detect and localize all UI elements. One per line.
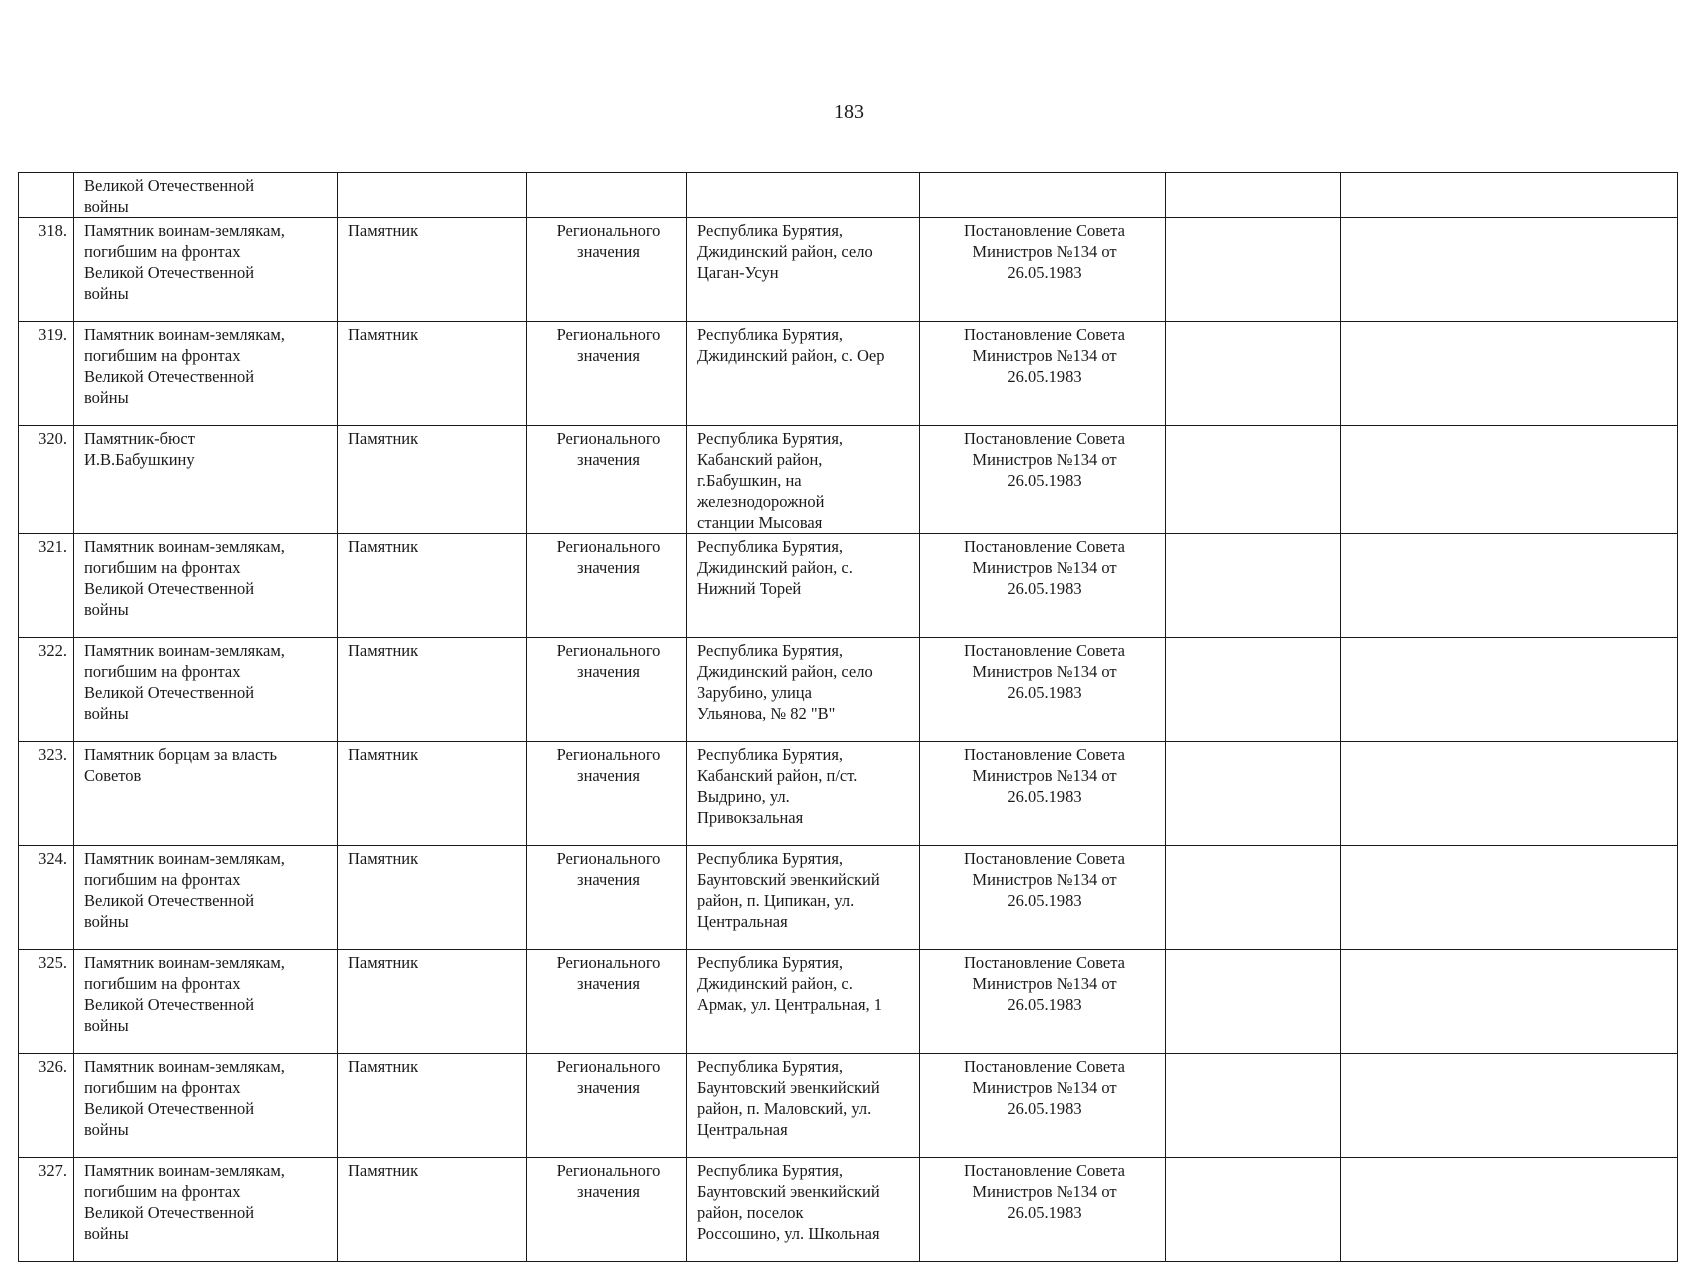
- object-type-cell: Памятник: [338, 742, 527, 846]
- object-name-line: Памятник воинам-землякам,: [84, 1057, 285, 1076]
- object-name-line: погибшим на фронтах: [84, 870, 241, 889]
- category-line: Регионального: [556, 325, 661, 344]
- category-cell: [527, 426, 687, 534]
- address-cell: [687, 950, 920, 1054]
- document-line: Постановление Совета: [964, 429, 1125, 448]
- address-line: Зарубино, улица: [697, 683, 812, 702]
- address-line: Джидинский район, с.: [697, 558, 853, 577]
- object-name-line: Великой Отечественной: [84, 579, 255, 598]
- document-line: Постановление Совета: [964, 745, 1125, 764]
- document-line: Министров №134 от: [972, 766, 1117, 785]
- empty-cell: [1166, 534, 1341, 638]
- empty-cell: [1341, 1054, 1678, 1158]
- document-line: Министров №134 от: [972, 242, 1117, 261]
- category-line: значения: [577, 450, 640, 469]
- document-line: Министров №134 от: [972, 662, 1117, 681]
- address-line: район, п. Ципикан, ул.: [697, 891, 855, 910]
- category-cell: [527, 638, 687, 742]
- row-number-cell: 327.: [19, 1158, 74, 1262]
- object-name-line: войны: [84, 197, 129, 216]
- object-name-line: Памятник воинам-землякам,: [84, 221, 285, 240]
- document-line: Министров №134 от: [972, 1078, 1117, 1097]
- document-line: 26.05.1983: [1007, 263, 1082, 282]
- address-line: Республика Бурятия,: [697, 325, 844, 344]
- category-line: значения: [577, 1078, 640, 1097]
- object-type-cell: Памятник: [338, 534, 527, 638]
- empty-cell: [1166, 426, 1341, 534]
- address-line: Республика Бурятия,: [697, 537, 844, 556]
- object-type-cell: Памятник: [338, 218, 527, 322]
- table-row: [19, 846, 1678, 950]
- row-number-cell: 324.: [19, 846, 74, 950]
- object-name-line: Великой Отечественной: [84, 176, 255, 195]
- document-line: Постановление Совета: [964, 641, 1125, 660]
- category-line: Регионального: [556, 849, 661, 868]
- document-cell: [920, 1054, 1166, 1158]
- empty-cell: [1341, 742, 1678, 846]
- empty-cell: [1341, 1158, 1678, 1262]
- object-type-cell: Памятник: [338, 846, 527, 950]
- category-line: значения: [577, 662, 640, 681]
- empty-cell: [1166, 742, 1341, 846]
- object-name-line: погибшим на фронтах: [84, 558, 241, 577]
- row-number-cell: 318.: [19, 218, 74, 322]
- document-cell: [920, 173, 1166, 218]
- object-name-line: погибшим на фронтах: [84, 1182, 241, 1201]
- empty-cell: [1341, 638, 1678, 742]
- object-name-line: Памятник-бюст: [84, 429, 195, 448]
- document-line: Постановление Совета: [964, 325, 1125, 344]
- document-line: 26.05.1983: [1007, 683, 1082, 702]
- object-name-cell: [74, 322, 338, 426]
- object-name-cell: [74, 846, 338, 950]
- object-name-line: Памятник воинам-землякам,: [84, 537, 285, 556]
- category-line: значения: [577, 870, 640, 889]
- table-row: [19, 1158, 1678, 1262]
- category-line: Регионального: [556, 641, 661, 660]
- address-line: Баунтовский эвенкийский: [697, 870, 880, 889]
- document-cell: [920, 638, 1166, 742]
- object-name-line: Памятник борцам за власть: [84, 745, 278, 764]
- object-name-cell: [74, 173, 338, 218]
- document-cell: [920, 218, 1166, 322]
- object-type-cell: Памятник: [338, 1054, 527, 1158]
- object-name-cell: [74, 534, 338, 638]
- empty-cell: [1341, 218, 1678, 322]
- table-row: [19, 534, 1678, 638]
- address-cell: [687, 742, 920, 846]
- table-row: [19, 742, 1678, 846]
- empty-cell: [1341, 426, 1678, 534]
- object-name-line: Памятник воинам-землякам,: [84, 1161, 285, 1180]
- category-line: Регионального: [556, 745, 661, 764]
- document-line: 26.05.1983: [1007, 787, 1082, 806]
- address-line: Выдрино, ул.: [697, 787, 790, 806]
- object-name-cell: [74, 742, 338, 846]
- address-line: станции Мысовая: [697, 513, 823, 532]
- object-name-line: Великой Отечественной: [84, 1099, 255, 1118]
- address-line: Республика Бурятия,: [697, 953, 844, 972]
- object-name-line: Памятник воинам-землякам,: [84, 641, 285, 660]
- document-line: 26.05.1983: [1007, 367, 1082, 386]
- category-line: Регионального: [556, 953, 661, 972]
- address-line: Джидинский район, с. Оер: [697, 346, 885, 365]
- row-number-cell: 320.: [19, 426, 74, 534]
- address-line: Республика Бурятия,: [697, 429, 844, 448]
- document-line: 26.05.1983: [1007, 995, 1082, 1014]
- document-line: Министров №134 от: [972, 1182, 1117, 1201]
- table-row: [19, 950, 1678, 1054]
- address-line: железнодорожной: [697, 492, 825, 511]
- object-name-cell: [74, 950, 338, 1054]
- category-line: значения: [577, 1182, 640, 1201]
- address-line: Кабанский район, п/ст.: [697, 766, 858, 785]
- document-cell: [920, 534, 1166, 638]
- category-line: Регионального: [556, 221, 661, 240]
- document-cell: [920, 846, 1166, 950]
- document-line: Министров №134 от: [972, 974, 1117, 993]
- document-line: Постановление Совета: [964, 849, 1125, 868]
- document-cell: [920, 950, 1166, 1054]
- address-cell: [687, 218, 920, 322]
- empty-cell: [1166, 950, 1341, 1054]
- row-number-cell: 326.: [19, 1054, 74, 1158]
- document-cell: [920, 1158, 1166, 1262]
- address-line: район, п. Маловский, ул.: [697, 1099, 872, 1118]
- category-line: значения: [577, 558, 640, 577]
- table-row: [19, 218, 1678, 322]
- object-name-line: Советов: [84, 766, 142, 785]
- object-name-line: войны: [84, 388, 129, 407]
- document-line: Постановление Совета: [964, 221, 1125, 240]
- category-cell: [527, 950, 687, 1054]
- object-type-cell: Памятник: [338, 426, 527, 534]
- address-cell: [687, 322, 920, 426]
- object-name-line: Великой Отечественной: [84, 995, 255, 1014]
- address-line: Республика Бурятия,: [697, 745, 844, 764]
- document-line: Постановление Совета: [964, 1161, 1125, 1180]
- row-number-cell: 319.: [19, 322, 74, 426]
- object-name-line: войны: [84, 1120, 129, 1139]
- address-line: Республика Бурятия,: [697, 1057, 844, 1076]
- empty-cell: [1341, 173, 1678, 218]
- object-type-cell: Памятник: [338, 322, 527, 426]
- document-line: Постановление Совета: [964, 1057, 1125, 1076]
- address-cell: [687, 173, 920, 218]
- address-line: Армак, ул. Центральная, 1: [697, 995, 883, 1014]
- category-cell: [527, 322, 687, 426]
- object-name-cell: [74, 426, 338, 534]
- category-cell: [527, 534, 687, 638]
- object-name-line: войны: [84, 1224, 129, 1243]
- row-number-cell: 325.: [19, 950, 74, 1054]
- empty-cell: [1166, 1054, 1341, 1158]
- object-name-line: войны: [84, 284, 129, 303]
- empty-cell: [1166, 322, 1341, 426]
- empty-cell: [1341, 534, 1678, 638]
- object-name-line: И.В.Бабушкину: [84, 450, 195, 469]
- document-line: 26.05.1983: [1007, 1099, 1082, 1118]
- document-line: 26.05.1983: [1007, 1203, 1082, 1222]
- address-line: Республика Бурятия,: [697, 1161, 844, 1180]
- object-name-line: Памятник воинам-землякам,: [84, 849, 285, 868]
- category-cell: [527, 1054, 687, 1158]
- document-line: Министров №134 от: [972, 346, 1117, 365]
- table-row-continuation: [19, 173, 1678, 218]
- category-cell: [527, 1158, 687, 1262]
- document-line: Министров №134 от: [972, 558, 1117, 577]
- address-line: Джидинский район, с.: [697, 974, 853, 993]
- address-line: район, поселок: [697, 1203, 804, 1222]
- address-line: Привокзальная: [697, 808, 804, 827]
- empty-cell: [1166, 638, 1341, 742]
- table-row: [19, 1054, 1678, 1158]
- empty-cell: [1166, 173, 1341, 218]
- address-line: Баунтовский эвенкийский: [697, 1182, 880, 1201]
- category-cell: [527, 846, 687, 950]
- document-line: Постановление Совета: [964, 537, 1125, 556]
- row-number-cell: 323.: [19, 742, 74, 846]
- document-line: Министров №134 от: [972, 450, 1117, 469]
- address-line: Цаган-Усун: [697, 263, 779, 282]
- document-line: Министров №134 от: [972, 870, 1117, 889]
- monuments-table: [18, 172, 1678, 1262]
- object-name-line: погибшим на фронтах: [84, 662, 241, 681]
- object-name-line: войны: [84, 600, 129, 619]
- empty-cell: [1166, 218, 1341, 322]
- address-line: Республика Бурятия,: [697, 849, 844, 868]
- object-name-line: Великой Отечественной: [84, 367, 255, 386]
- address-line: г.Бабушкин, на: [697, 471, 802, 490]
- empty-cell: [1341, 322, 1678, 426]
- address-line: Центральная: [697, 1120, 788, 1139]
- address-line: Центральная: [697, 912, 788, 931]
- empty-cell: [1341, 950, 1678, 1054]
- row-number-cell: 321.: [19, 534, 74, 638]
- category-line: значения: [577, 242, 640, 261]
- row-number-cell: [19, 173, 74, 218]
- address-cell: [687, 638, 920, 742]
- address-line: Республика Бурятия,: [697, 221, 844, 240]
- category-cell: [527, 218, 687, 322]
- category-line: Регионального: [556, 537, 661, 556]
- object-type-cell: Памятник: [338, 950, 527, 1054]
- document-line: 26.05.1983: [1007, 579, 1082, 598]
- row-number-cell: 322.: [19, 638, 74, 742]
- category-cell: [527, 173, 687, 218]
- address-line: Россошино, ул. Школьная: [697, 1224, 880, 1243]
- category-cell: [527, 742, 687, 846]
- object-name-line: Великой Отечественной: [84, 263, 255, 282]
- page-number: 183: [834, 101, 864, 123]
- object-type-cell: Памятник: [338, 1158, 527, 1262]
- object-name-cell: [74, 638, 338, 742]
- address-line: Баунтовский эвенкийский: [697, 1078, 880, 1097]
- object-name-line: войны: [84, 1016, 129, 1035]
- empty-cell: [1166, 846, 1341, 950]
- object-name-line: Великой Отечественной: [84, 891, 255, 910]
- address-line: Республика Бурятия,: [697, 641, 844, 660]
- document-cell: [920, 426, 1166, 534]
- object-name-cell: [74, 1054, 338, 1158]
- address-line: Кабанский район,: [697, 450, 823, 469]
- table-row: [19, 322, 1678, 426]
- document-line: 26.05.1983: [1007, 471, 1082, 490]
- empty-cell: [1341, 846, 1678, 950]
- table-row: [19, 638, 1678, 742]
- object-type-cell: Памятник: [338, 638, 527, 742]
- object-name-line: Великой Отечественной: [84, 683, 255, 702]
- category-line: Регионального: [556, 429, 661, 448]
- object-name-line: Великой Отечественной: [84, 1203, 255, 1222]
- object-name-cell: [74, 218, 338, 322]
- object-name-line: погибшим на фронтах: [84, 242, 241, 261]
- address-cell: [687, 1158, 920, 1262]
- object-type-cell: [338, 173, 527, 218]
- address-line: Джидинский район, село: [697, 662, 873, 681]
- category-line: значения: [577, 346, 640, 365]
- address-cell: [687, 846, 920, 950]
- table-body: [19, 173, 1678, 1262]
- address-cell: [687, 534, 920, 638]
- object-name-line: войны: [84, 704, 129, 723]
- category-line: Регионального: [556, 1161, 661, 1180]
- object-name-line: погибшим на фронтах: [84, 346, 241, 365]
- address-cell: [687, 1054, 920, 1158]
- table-row: [19, 426, 1678, 534]
- address-cell: [687, 426, 920, 534]
- object-name-line: Памятник воинам-землякам,: [84, 953, 285, 972]
- address-line: Нижний Торей: [697, 579, 802, 598]
- document-line: 26.05.1983: [1007, 891, 1082, 910]
- address-line: Ульянова, № 82 "В": [697, 704, 836, 723]
- category-line: значения: [577, 974, 640, 993]
- document-cell: [920, 322, 1166, 426]
- object-name-cell: [74, 1158, 338, 1262]
- category-line: значения: [577, 766, 640, 785]
- document-line: Постановление Совета: [964, 953, 1125, 972]
- empty-cell: [1166, 1158, 1341, 1262]
- object-name-line: погибшим на фронтах: [84, 974, 241, 993]
- object-name-line: Памятник воинам-землякам,: [84, 325, 285, 344]
- object-name-line: погибшим на фронтах: [84, 1078, 241, 1097]
- document-cell: [920, 742, 1166, 846]
- category-line: Регионального: [556, 1057, 661, 1076]
- object-name-line: войны: [84, 912, 129, 931]
- address-line: Джидинский район, село: [697, 242, 873, 261]
